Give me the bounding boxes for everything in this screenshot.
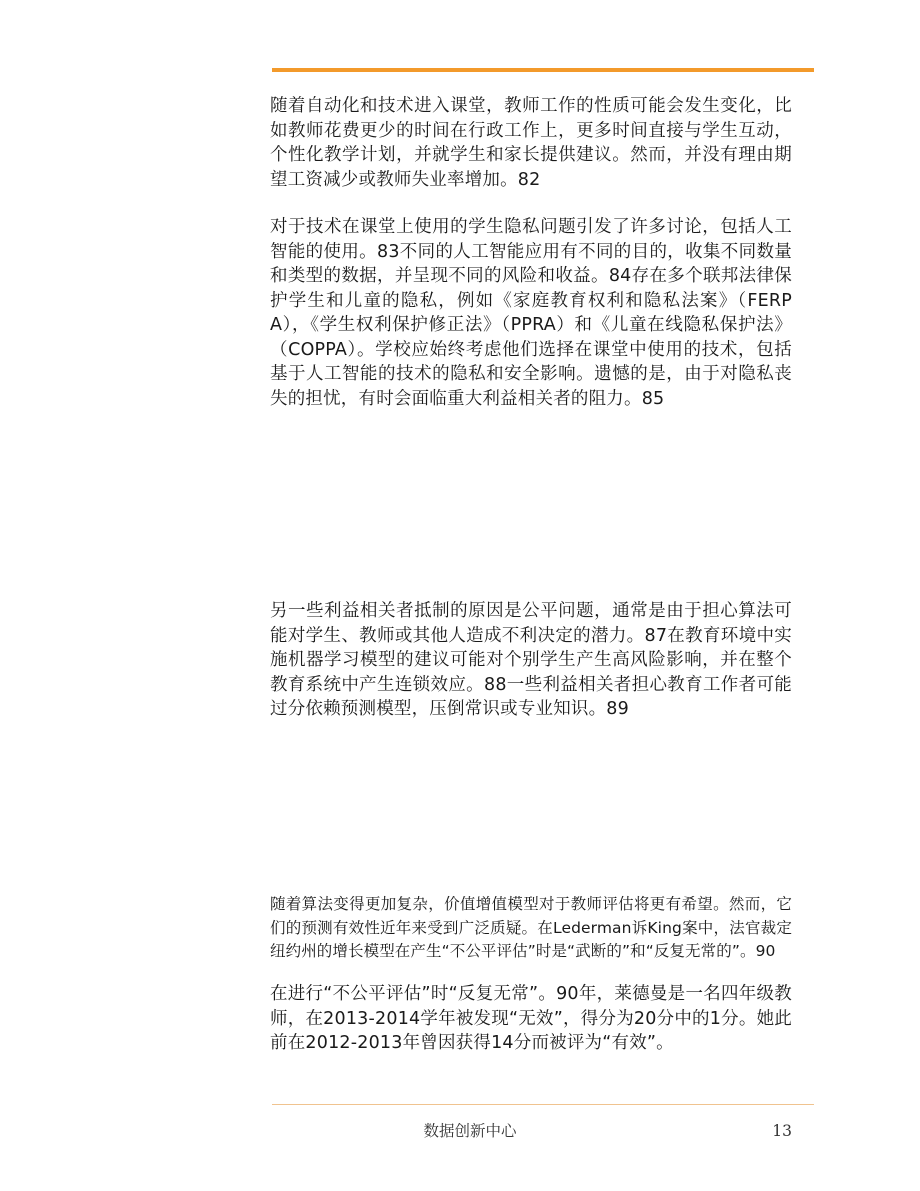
paragraph-privacy: 对于技术在课堂上使用的学生隐私问题引发了许多讨论，包括人工智能的使用。83不同的人工智能应用有不同的目的，收集不同数量和类型的数据，并呈现不同的风险和收益。84存在多个联邦法律保护学生和儿童的隐私，例如《家庭教育权利和隐私法案》（FERPA），《学生权利保护修正法》（PPRA）和《儿童在线隐私保护法》（COPPA）。学校应始终考虑他们选择在课堂中使用的技术，包括基于人工智能的技术的隐私和安全影响。遗憾的是，由于对隐私丧失的担忧，有时会面临重大利益相关者的阻力。85 — [270, 217, 792, 409]
paragraph-automation: 随着自动化和技术进入课堂，教师工作的性质可能会发生变化，比如教师花费更少的时间在行政工作上，更多时间直接与学生互动，个性化教学计划，并就学生和家长提供建议。然而，并没有理由期望工资减少或教师失业率增加。82 — [270, 96, 792, 190]
footer-rule — [272, 1104, 814, 1105]
paragraph-fairness: 另一些利益相关者抵制的原因是公平问题，通常是由于担心算法可能对学生、教师或其他人造成不利决定的潜力。87在教育环境中实施机器学习模型的建议可能对个别学生产生高风险影响，并在整个教育系统中产生连锁效应。88一些利益相关者担心教育工作者可能过分依赖预测模型，压倒常识或专业知识。89 — [270, 601, 792, 719]
paragraph-value-added-models: 随着算法变得更加复杂，价值增值模型对于教师评估将更有希望。然而，它们的预测有效性近年来受到广泛质疑。在Lederman诉King案中，法官裁定纽约州的增长模型在产生“不公平评估”时是“武断的”和“反复无常的”。90 — [270, 895, 792, 960]
paragraph-lederman-case: 在进行“不公平评估”时“反复无常”。90年，莱德曼是一名四年级教师，在2013-2014学年被发现“无效”，得分为20分中的1分。她此前在2012-2013年曾因获得14分而被评为“有效”。 — [270, 984, 792, 1053]
page-number: 13 — [772, 1122, 792, 1140]
top-accent-rule — [272, 68, 814, 72]
footer-organization: 数据创新中心 — [423, 1122, 517, 1140]
